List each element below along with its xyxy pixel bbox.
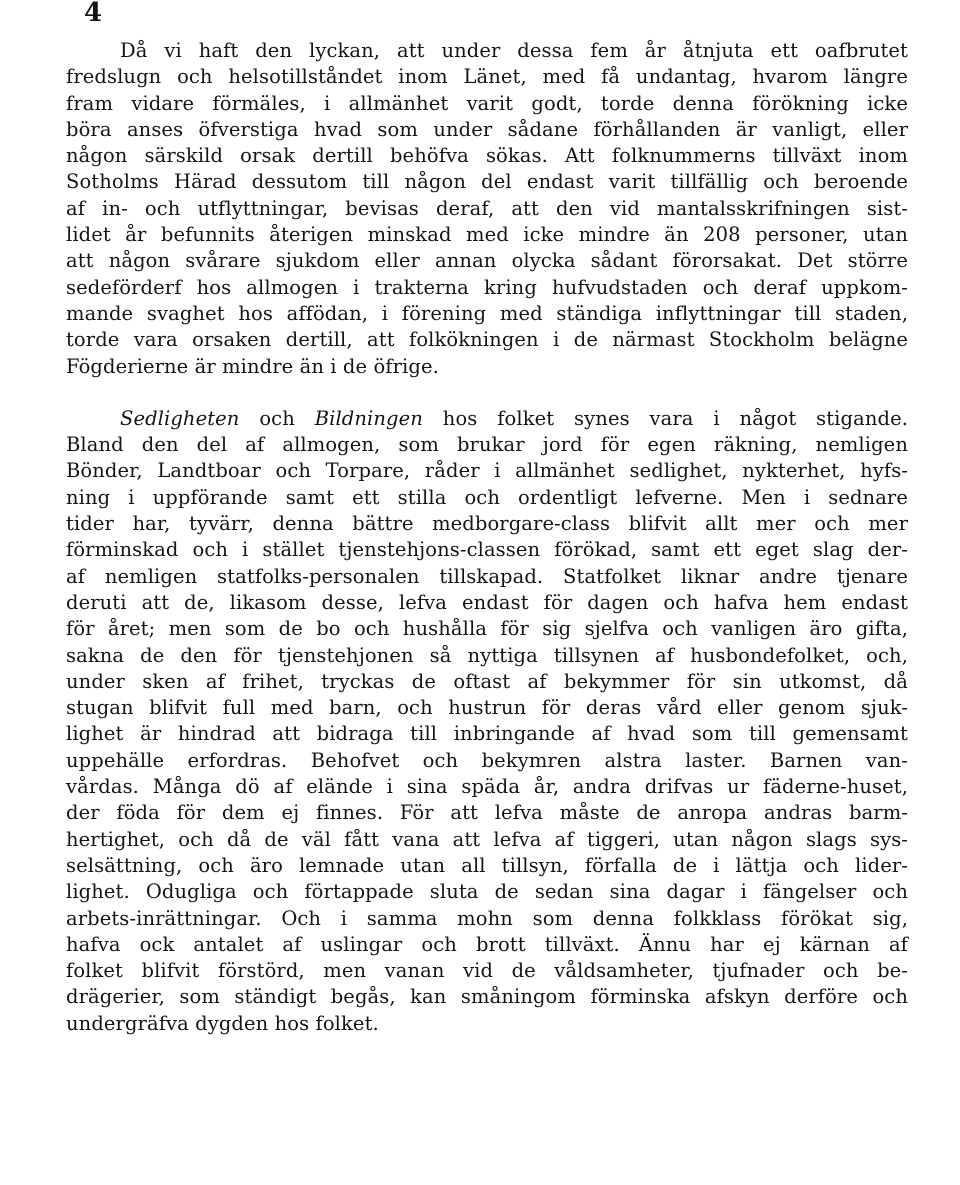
text-line: fredslugn och helsotillståndet inom Länet, med få undantag, hvarom längre — [66, 65, 908, 89]
text-line-heading — [66, 406, 908, 432]
italic-term-bildningen: Bildningen — [314, 406, 423, 430]
text-line: stugan blifvit full med barn, och hustrun för deras vård eller genom sjuk- — [66, 696, 908, 720]
text-line: torde vara orsaken dertill, att folkökningen i de närmast Stockholm belägne — [66, 328, 908, 352]
text-line: sakna de den för tjenstehjonen så nyttiga tillsynen af husbondefolket, och, — [66, 643, 908, 667]
text-line: Fögderierne är mindre än i de öfrige. — [66, 354, 439, 378]
page-number: 4 — [84, 0, 103, 28]
text-line: undergräfva dygden hos folket. — [66, 1011, 379, 1035]
text-line: tider har, tyvärr, denna bättre medborgare-class blifvit allt mer och mer — [66, 512, 908, 536]
text-line: drägerier, som ständigt begås, kan småningom förminska afskyn derföre och — [66, 985, 908, 1009]
text-line: lighet. Odugliga och förtappade sluta de sedan sina dagar i fängelser och — [66, 880, 908, 904]
text-line: uppehälle erfordras. Behofvet och bekymren alstra laster. Barnen van- — [66, 748, 908, 772]
text-line: hertighet, och då de väl fått vana att lefva af tiggeri, utan någon slags sys- — [66, 827, 908, 851]
text-line: vårdas. Många dö af elände i sina späda år, andra drifvas ur fäderne-huset, — [66, 775, 908, 799]
text-line: lidet år befunnits återigen minskad med icke mindre än 208 personer, utan — [66, 223, 908, 247]
text-fragment: hos folket synes vara i något stigande. — [422, 406, 909, 430]
text-line: arbets-inrättningar. Och i samma mohn som denna folkklass förökat sig, — [66, 906, 908, 930]
paragraph-population — [66, 38, 908, 380]
paragraph-morality — [66, 406, 908, 1037]
paragraph-gap — [66, 380, 908, 406]
text-line: att någon svårare sjukdom eller annan olycka sådant förorsakat. Det större — [66, 249, 908, 273]
text-fragment: och — [239, 406, 315, 430]
text-line: förminskad och i stället tjenstehjons-classen förökad, samt ett eget slag der- — [66, 538, 908, 562]
text-line: Bönder, Landtboar och Torpare, råder i allmänhet sedlighet, nykterhet, hyfs- — [66, 459, 908, 483]
body-text — [66, 38, 908, 1037]
text-line: ning i uppförande samt ett stilla och ordentligt lefverne. Men i sednare — [66, 485, 908, 509]
text-line: deruti att de, likasom desse, lefva endast för dagen och hafva hem endast — [66, 590, 908, 614]
text-line: Bland den del af allmogen, som brukar jord för egen räkning, nemligen — [66, 433, 908, 457]
text-line: folket blifvit förstörd, men vanan vid de våldsamheter, tjufnader och be- — [66, 959, 908, 983]
text-line: någon särskild orsak dertill behöfva sökas. Att folknummerns tillväxt inom — [66, 144, 908, 168]
text-line: sedeförderf hos allmogen i trakterna kring hufvudstaden och deraf uppkom- — [66, 275, 908, 299]
text-line: der föda för dem ej finnes. För att lefva måste de anropa andras barm- — [66, 801, 908, 825]
text-line: hafva ock antalet af uslingar och brott tillväxt. Ännu har ej kärnan af — [66, 932, 908, 956]
text-line: för året; men som de bo och hushålla för sig sjelfva och vanligen äro gifta, — [66, 617, 908, 641]
italic-term-sedligheten: Sedligheten — [120, 406, 240, 430]
text-line: lighet är hindrad att bidraga till inbringande af hvad som till gemensamt — [66, 722, 908, 746]
text-line: af nemligen statfolks-personalen tillskapad. Statfolket liknar andre tjenare — [66, 564, 908, 588]
text-line: af in- och utflyttningar, bevisas deraf, att den vid mantalsskrifningen sist- — [66, 196, 908, 220]
text-line: mande svaghet hos affödan, i förening med ständiga inflyttningar till staden, — [66, 301, 908, 325]
text-line: selsättning, och äro lemnade utan all tillsyn, förfalla de i lättja och lider- — [66, 853, 908, 877]
text-line: böra anses öfverstiga hvad som under sådane förhållanden är vanligt, eller — [66, 117, 908, 141]
text-line: fram vidare förmäles, i allmänhet varit godt, torde denna förökning icke — [66, 91, 908, 115]
text-line: Då vi haft den lyckan, att under dessa fem år åtnjuta ett oafbrutet — [120, 39, 908, 62]
text-line: Sotholms Härad dessutom till någon del endast varit tillfällig och beroende — [66, 170, 908, 194]
text-line: under sken af frihet, tryckas de oftast af bekymmer för sin utkomst, då — [66, 669, 908, 693]
